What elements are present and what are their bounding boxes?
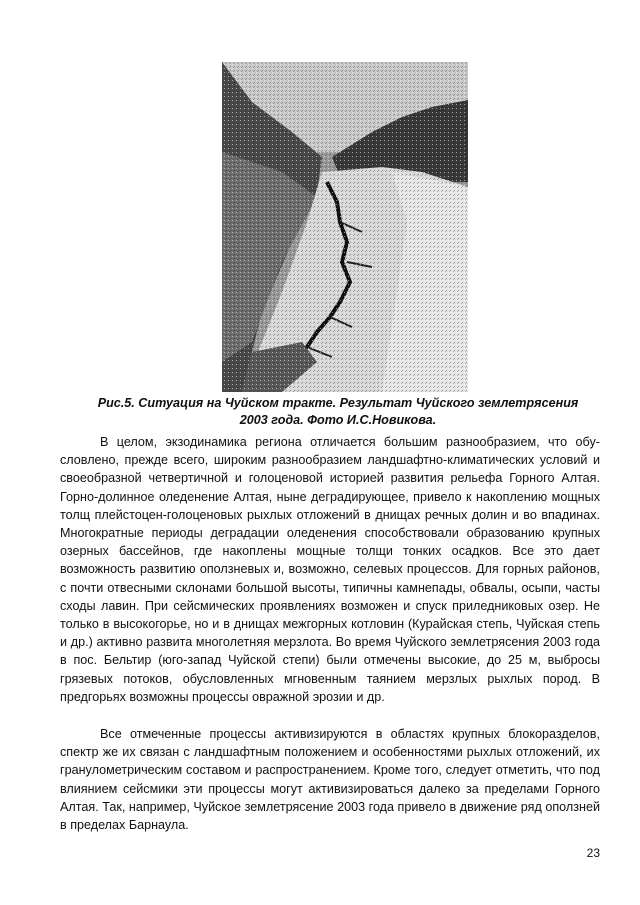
- caption-line-1: Рис.5. Ситуация на Чуйском тракте. Результат Чуйского землетрясения: [97, 396, 579, 410]
- figure-caption: [60, 395, 616, 429]
- caption-line-2: 2003 года. Фото И.С.Новикова.: [239, 413, 437, 427]
- photo-illustration: [222, 62, 468, 392]
- page-number: 23: [586, 846, 600, 860]
- paragraph-1: В целом, экзодинамика региона отличается большим разнообразием, что обусловлено, прежде всего, широким разнообразием ландшафтно-климатических условий и своеобразной четвертичной и голоценовой историей развития рельефа Горного Алтая. Горно-долинное оледенение Алтая, ныне деградирующее, привело к накоплению мощных толщ плейстоцен-голоценовых рыхлых отложений в днищах речных долин и во впадинах. Многократные периоды деградации оледенения способствовали образованию крупных озерных бассейнов, где накоплены мощные толщи тонких осадков. Все это дает возможность развитию оползневых и, возможно, селевых процессов. Для горных районов, с почти отвесными склонами большой высоты, типичны камнепады, обвалы, осыпи, часты сходы лавин. При сейсмических проявлениях возможен и спуск приледниковых озер. Не только в высокогорье, но и в днищах межгорных котловин (Курайская степь, Чуйская степь и др.) активно развита многолетняя мерзлота. Во время Чуйского землетрясения 2003 года в пос. Бельтир (юго-запад Чуйской степи) были отмечены высокие, до 25 м, выбросы грязевых потоков, обусловленных мгновенным таянием мерзлых рыхлых пород. В предгорьях возможны процессы овражной эрозии и др.: [60, 435, 600, 704]
- paragraph-2: Все отмеченные процессы активизируются в областях крупных блокоразделов, спектр же их связан с ландшафтным положением и особенностями рыхлых отложений, их гранулометрическим составом и распространением. Кроме того, следует отметить, что под влиянием сейсмики эти процессы могут активизироваться далеко за пределами Горного Алтая. Так, например, Чуйское землетрясение 2003 года привело в движение ряд оползней в пределах Барнаула.: [60, 727, 600, 833]
- road-crack-photo: [222, 62, 468, 392]
